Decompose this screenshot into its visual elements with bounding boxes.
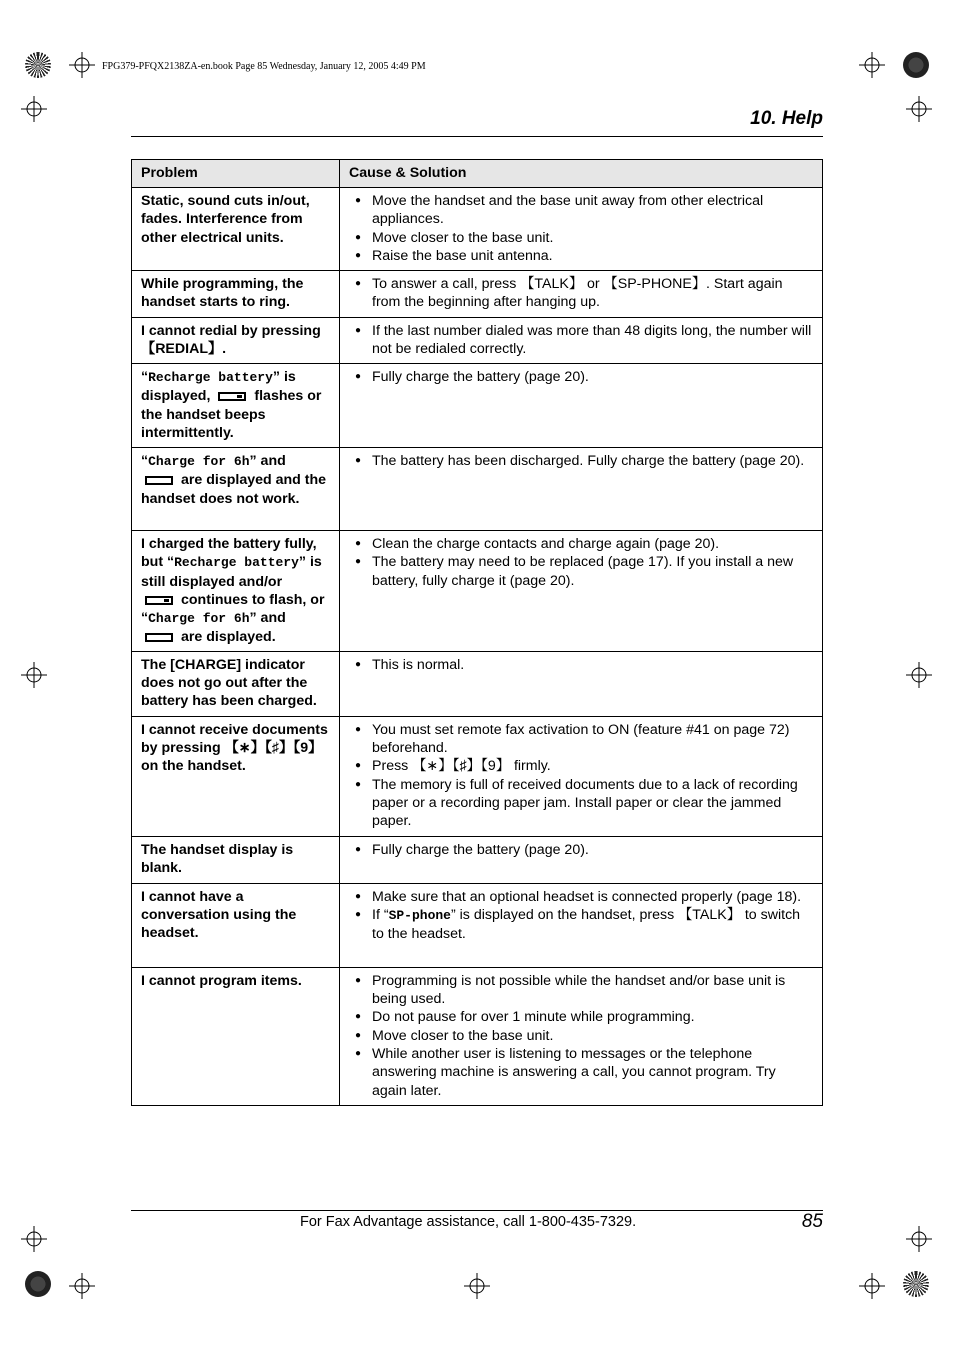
troubleshooting-table [131, 159, 823, 1106]
problem-cell [132, 448, 340, 531]
display-message: Charge for 6h [148, 454, 250, 469]
table-row [132, 364, 823, 448]
battery-low-icon [218, 392, 246, 401]
assistance-line: For Fax Advantage assistance, call 1-800-435-7329. [300, 1214, 637, 1230]
footer-rule [131, 1210, 823, 1211]
battery-empty-icon [145, 476, 173, 485]
solution-cell [340, 531, 823, 652]
problem-text: flashes or the handset beeps intermittently. [141, 388, 322, 441]
crosshair-icon [69, 52, 95, 78]
problem-cell: I cannot redial by pressing 【REDIAL】. [132, 318, 340, 364]
crosshair-icon [21, 662, 47, 688]
list-item: ● The battery may need to be replaced (page 17). If you install a new battery, fully charge it (page 20). [349, 553, 814, 590]
table-row [132, 836, 823, 883]
table-row [132, 448, 823, 531]
solution-cell [340, 318, 823, 364]
crosshair-icon [21, 96, 47, 122]
solution-cell [340, 716, 823, 836]
problem-text: are displayed and the handset does not work. [141, 472, 327, 507]
problem-text: ” is still displayed and/or [141, 554, 322, 590]
list-item: ● The memory is full of received documents due to a lack of recording paper or a recording paper jam. Install paper or clear the jammed paper. [349, 776, 814, 831]
solution-cell [340, 271, 823, 318]
solution-cell [340, 883, 823, 967]
table-row [132, 651, 823, 716]
list-item: ● The battery has been discharged. Fully charge the battery (page 20). [349, 452, 814, 470]
list-item: ● Programming is not possible while the handset and/or base unit is being used. [349, 972, 814, 1009]
solution-text: ” is displayed on the handset, press 【TALK】 to switch to the headset. [372, 907, 801, 943]
problem-cell [132, 364, 340, 448]
list-item: ● You must set remote fax activation to ON (feature #41 on page 72) beforehand. [349, 721, 814, 758]
problem-text: “ [141, 453, 149, 469]
problem-cell: I cannot have a conversation using the headset. [132, 883, 340, 967]
problem-cell: Static, sound cuts in/out, fades. Interference from other electrical units. [132, 188, 340, 271]
crosshair-icon [859, 1273, 885, 1299]
solution-cell [340, 836, 823, 883]
battery-empty-icon [145, 633, 173, 642]
crosshair-icon [464, 1273, 490, 1299]
problem-text: “ [141, 369, 149, 385]
header-rule [131, 136, 823, 137]
list-item: ● Press 【∗】【♯】【9】 firmly. [349, 757, 814, 775]
problem-text: ” is displayed, [141, 369, 296, 405]
crosshair-icon [906, 662, 932, 688]
list-item: ● Move closer to the base unit. [349, 1027, 814, 1045]
table-row [132, 967, 823, 1105]
solution-cell [340, 651, 823, 716]
table-header-row [132, 160, 823, 188]
problem-text: ” and [249, 453, 286, 469]
battery-low-icon [145, 596, 173, 605]
table-row [132, 271, 823, 318]
problem-text: are displayed. [181, 629, 276, 646]
display-message: SP-phone [388, 908, 451, 924]
display-message: Recharge battery [148, 370, 273, 385]
display-message: Charge for 6h [148, 611, 250, 627]
list-item: ● This is normal. [349, 656, 814, 674]
list-item: ● If the last number dialed was more than 48 digits long, the number will not be redialed correctly. [349, 322, 814, 359]
problem-cell: The handset display is blank. [132, 836, 340, 883]
section-title: 10. Help [750, 108, 823, 129]
list-item: ● Clean the charge contacts and charge again (page 20). [349, 535, 814, 553]
problem-cell [132, 531, 340, 652]
list-item: ● While another user is listening to messages or the telephone answering machine is answering a call, you cannot program. Try again later. [349, 1045, 814, 1100]
crosshair-icon [906, 96, 932, 122]
registration-dot-icon [25, 1271, 51, 1297]
problem-text: ” and [249, 610, 286, 627]
problem-text: continues to flash, or “ [141, 591, 325, 627]
column-header-solution: Cause & Solution [340, 160, 823, 188]
table-row [132, 531, 823, 652]
crosshair-icon [859, 52, 885, 78]
solution-cell [340, 188, 823, 271]
problem-cell: The [CHARGE] indicator does not go out after the battery has been charged. [132, 651, 340, 716]
list-item: ● Move closer to the base unit. [349, 229, 814, 247]
problem-cell: I cannot program items. [132, 967, 340, 1105]
table-row [132, 883, 823, 967]
display-message: Recharge battery [174, 555, 299, 571]
list-item: ● Make sure that an optional headset is connected properly (page 18). [349, 888, 814, 906]
table-row [132, 188, 823, 271]
list-item: ● Move the handset and the base unit away from other electrical appliances. [349, 192, 814, 229]
solution-text: If “ [372, 907, 389, 924]
print-slug: FPG379-PFQX2138ZA-en.book Page 85 Wednesday, January 12, 2005 4:49 PM [102, 61, 426, 72]
solution-cell [340, 967, 823, 1105]
crosshair-icon [21, 1226, 47, 1252]
registration-dot-icon [903, 1271, 929, 1297]
crosshair-icon [69, 1273, 95, 1299]
table-row [132, 716, 823, 836]
solution-cell [340, 364, 823, 448]
list-item: ● Raise the base unit antenna. [349, 247, 814, 265]
problem-cell: While programming, the handset starts to ring. [132, 271, 340, 318]
column-header-problem: Problem [132, 160, 340, 188]
list-item [349, 906, 814, 944]
problem-cell: I cannot receive documents by pressing 【∗】【♯】【9】 on the handset. [132, 716, 340, 836]
registration-dot-icon [25, 52, 51, 78]
list-item: ● Fully charge the battery (page 20). [349, 841, 814, 859]
crosshair-icon [906, 1226, 932, 1252]
list-item: ● To answer a call, press 【TALK】 or 【SP-PHONE】. Start again from the beginning after hanging up. [349, 275, 814, 312]
problem-text: I charged the battery fully, but “ [141, 536, 317, 571]
list-item: ● Fully charge the battery (page 20). [349, 368, 814, 386]
page-number: 85 [801, 1211, 823, 1232]
table-row [132, 318, 823, 364]
registration-dot-icon [903, 52, 929, 78]
list-item: ● Do not pause for over 1 minute while programming. [349, 1008, 814, 1026]
solution-cell [340, 448, 823, 531]
